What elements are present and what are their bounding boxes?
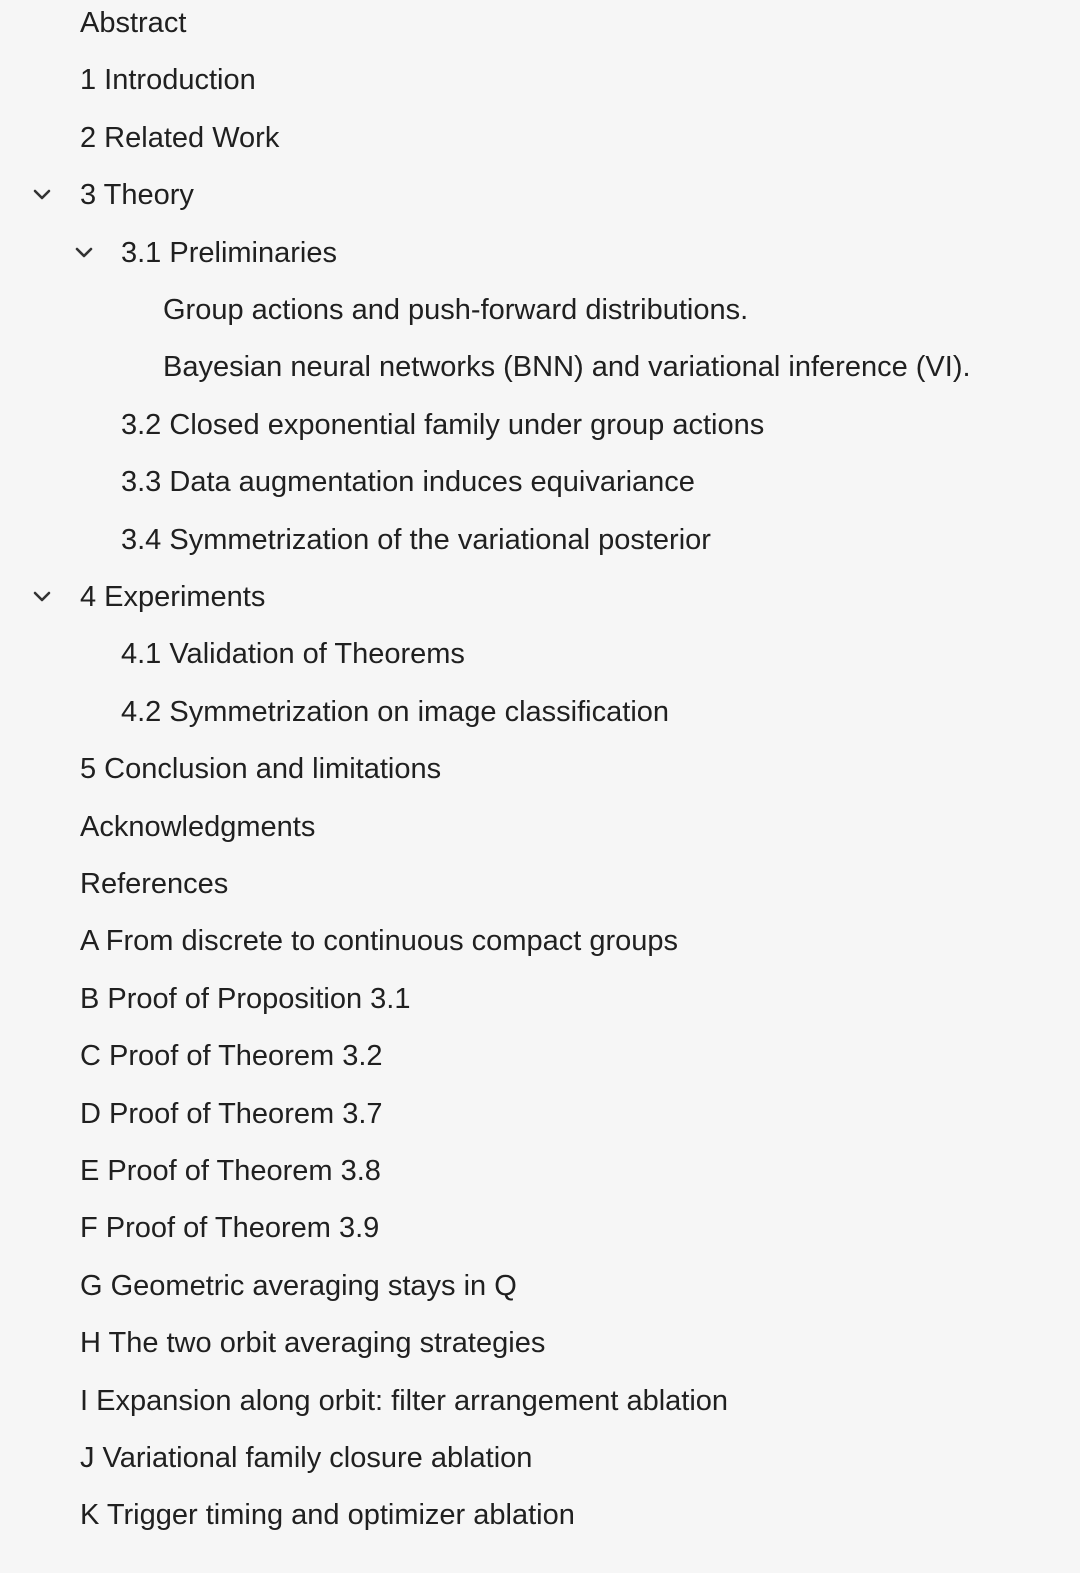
toc-item-label: 2 Related Work [80,121,280,154]
toc-item[interactable] [80,856,228,913]
toc-item[interactable] [163,282,748,339]
toc-item[interactable] [80,52,256,109]
toc-item[interactable] [80,0,186,52]
toc-item[interactable] [80,799,315,856]
toc-item-label: References [80,868,229,900]
chevron-down-icon[interactable] [31,184,53,206]
toc-item[interactable] [80,1487,575,1544]
toc-item[interactable] [121,512,711,569]
toc-item-label: 3.4 Symmetrization of the variational posterior [121,523,711,556]
toc-item[interactable] [80,1373,728,1430]
toc-item-label: 4.1 Validation of Theorems [121,638,465,671]
chevron-down-icon[interactable] [31,586,53,608]
toc-item-label: 3.2 Closed exponential family under group actions [121,408,765,441]
toc-item-label: Group actions and push-forward distributions. [163,294,749,326]
toc-item-label: Bayesian neural networks (BNN) and variational inference (VI). [163,351,971,384]
toc-item[interactable] [80,741,441,798]
toc-item[interactable] [80,1028,383,1085]
toc-item[interactable] [80,1143,381,1200]
toc-item[interactable] [121,684,669,741]
toc-item[interactable] [80,971,410,1028]
toc-item-label: I Expansion along orbit: filter arrangement ablation [80,1384,729,1417]
toc-item-label: K Trigger timing and optimizer ablation [80,1499,575,1532]
toc-item[interactable] [80,1200,379,1257]
toc-item-label: J Variational family closure ablation [80,1442,533,1474]
toc-item-label: 4.2 Symmetrization on image classification [121,695,670,728]
toc-item-label: F Proof of Theorem 3.9 [80,1212,380,1245]
toc-item[interactable] [80,1258,517,1315]
toc-item[interactable] [80,110,279,167]
toc-item-label: Acknowledgments [80,810,316,843]
toc-item[interactable] [163,339,971,396]
toc-item-label: 3.3 Data augmentation induces equivariance [121,466,695,499]
toc-item[interactable] [80,1086,383,1143]
toc-item-label: 1 Introduction [80,64,256,97]
toc-item-label: A From discrete to continuous compact groups [80,925,679,958]
toc-item[interactable] [121,454,695,511]
toc-item-label: 3.1 Preliminaries [121,236,337,269]
toc-item[interactable] [80,167,194,224]
toc-item[interactable] [121,397,764,454]
toc-item-label: C Proof of Theorem 3.2 [80,1040,383,1073]
toc-item-label: E Proof of Theorem 3.8 [80,1155,381,1187]
toc-item[interactable] [80,913,678,970]
toc-item[interactable] [121,626,465,683]
toc-item-label: G Geometric averaging stays in Q [80,1269,517,1302]
toc-item-label: D Proof of Theorem 3.7 [80,1097,383,1130]
chevron-down-icon[interactable] [73,242,95,264]
toc-item-label: 3 Theory [80,179,194,212]
toc-item-label: 5 Conclusion and limitations [80,753,442,786]
toc-item-label: B Proof of Proposition 3.1 [80,982,411,1015]
toc-item-label: 4 Experiments [80,581,266,613]
toc-item[interactable] [80,569,265,626]
toc-item[interactable] [121,225,337,282]
toc-item-label: Abstract [80,7,187,39]
toc-item[interactable] [80,1315,545,1372]
toc-item-label: H The two orbit averaging strategies [80,1327,546,1360]
toc-item[interactable] [80,1430,532,1487]
